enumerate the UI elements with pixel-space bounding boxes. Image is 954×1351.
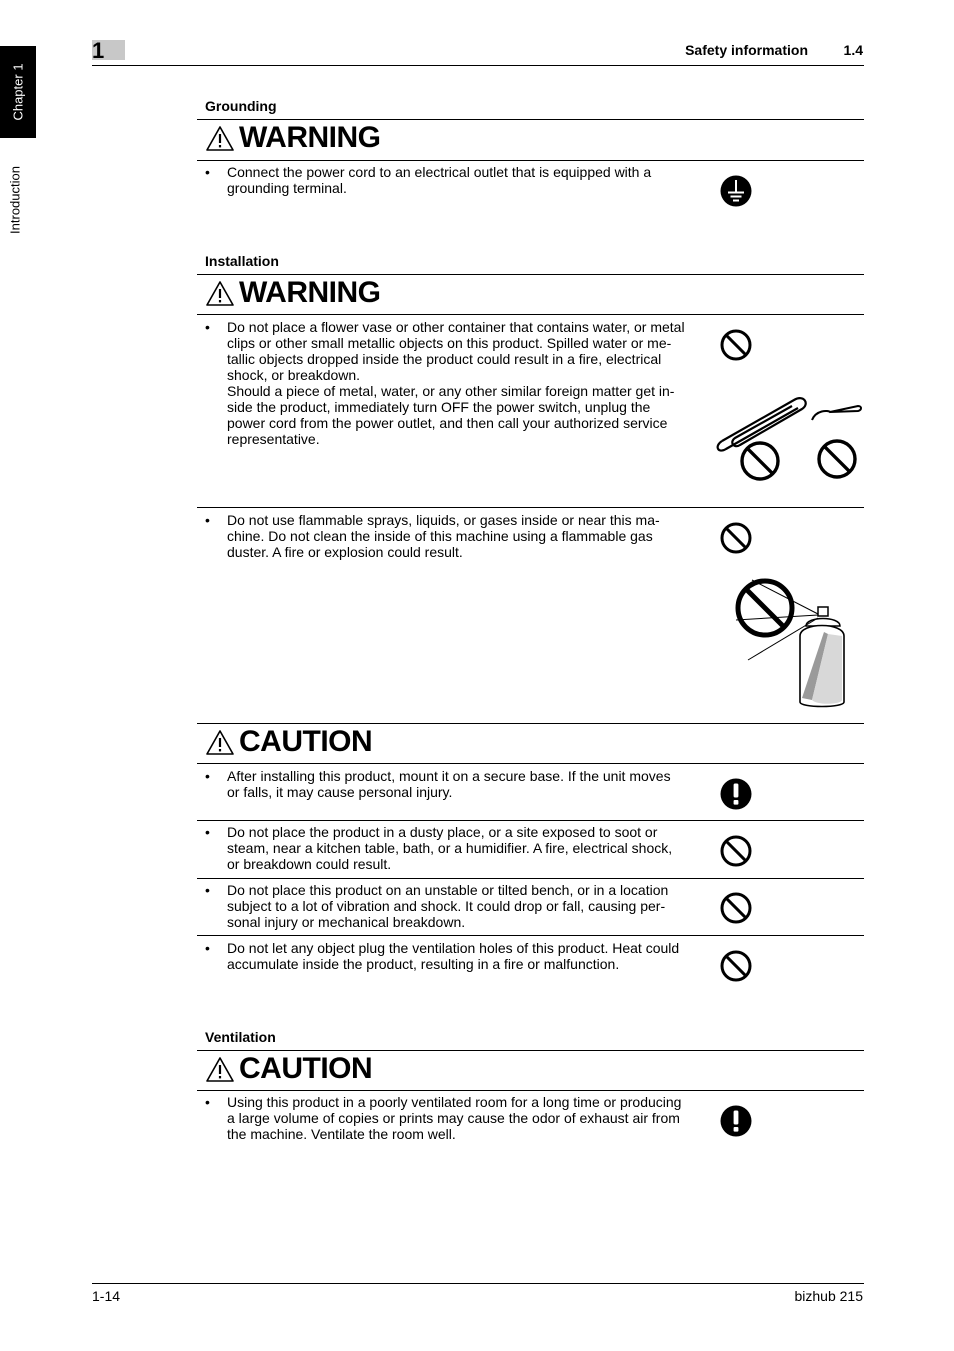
warning-triangle-icon <box>205 125 235 152</box>
list-item <box>205 768 695 800</box>
chapter-tab-label: Chapter 1 <box>10 63 26 121</box>
bullet: • <box>205 512 210 528</box>
item-text: Do not place the product in a dusty place, or a site exposed to soot or steam, near a kitchen table, bath, or a humidifier. A fire, electrical shock, or breakdown could result. <box>227 824 673 872</box>
header-rule <box>92 65 864 66</box>
divider <box>197 723 864 724</box>
divider <box>197 1090 864 1091</box>
bullet: • <box>205 768 210 784</box>
list-item <box>205 164 695 196</box>
ground-icon <box>719 174 753 208</box>
signal-word: WARNING <box>239 121 381 154</box>
list-item <box>205 319 695 447</box>
list-item <box>205 1094 695 1142</box>
item-text: Connect the power cord to an electrical outlet that is equipped with a grounding terminal. <box>227 164 652 196</box>
section-side-label <box>0 150 30 250</box>
item-text: Do not place this product on an unstable or tilted bench, or in a location subject to a lot of vibration and shock. It could drop or fall, causing per- sonal injury or mechanical breakdown. <box>227 882 669 930</box>
item-text: After installing this product, mount it on a secure base. If the unit moves or falls, it may cause personal injury. <box>227 768 671 800</box>
paper-clip-prohibited-illustration <box>712 388 864 488</box>
list-item <box>205 512 695 560</box>
bullet: • <box>205 882 210 898</box>
chapter-tab <box>0 46 36 138</box>
item-text: Do not let any object plug the ventilation holes of this product. Heat could accumulate inside the product, resulting in a fire or malfunction. <box>227 940 680 972</box>
divider <box>197 820 864 821</box>
section-heading-grounding: Grounding <box>205 98 277 114</box>
prohibited-icon <box>719 891 753 925</box>
divider <box>197 935 864 936</box>
item-text: Do not use flammable sprays, liquids, or gases inside or near this ma- chine. Do not clean the inside of this machine using a flammable gas duster. A fire or explosion could result. <box>227 512 660 560</box>
spray-can-prohibited-illustration <box>728 570 853 715</box>
divider <box>197 763 864 764</box>
bullet: • <box>205 824 210 840</box>
prohibited-icon <box>719 949 753 983</box>
divider <box>197 1050 864 1051</box>
mandatory-action-icon <box>719 1104 753 1138</box>
list-item <box>205 940 695 972</box>
prohibited-icon <box>719 328 753 362</box>
header-section-number: 1.4 <box>843 42 863 58</box>
section-side-label-text: Introduction <box>7 166 23 234</box>
prohibited-icon <box>719 834 753 868</box>
page-number: 1-14 <box>92 1288 121 1304</box>
list-item <box>205 824 695 872</box>
caution-banner <box>205 1052 372 1086</box>
divider <box>197 507 864 508</box>
signal-word: CAUTION <box>239 725 373 758</box>
caution-banner <box>205 725 372 759</box>
bullet: • <box>205 319 210 335</box>
prohibited-icon <box>719 521 753 555</box>
section-heading-installation: Installation <box>205 253 279 269</box>
signal-word: CAUTION <box>239 1052 373 1085</box>
mandatory-action-icon <box>719 777 753 811</box>
warning-triangle-icon <box>205 280 235 307</box>
list-item <box>205 882 695 930</box>
header-title: Safety information <box>685 42 808 58</box>
item-text: Using this product in a poorly ventilated room for a long time or producing a large volume of copies or prints may cause the odor of exhaust air from the machine. Ventilate the room well. <box>227 1094 682 1142</box>
divider <box>197 160 864 161</box>
warning-triangle-icon <box>205 1056 235 1083</box>
footer-rule <box>92 1283 864 1284</box>
divider <box>197 878 864 879</box>
chapter-number: 1 <box>92 38 105 63</box>
warning-banner <box>205 276 381 310</box>
divider <box>197 274 864 275</box>
bullet: • <box>205 940 210 956</box>
item-text: Do not place a flower vase or other container that contains water, or metal clips or other small metallic objects on this product. Spilled water or me- tallic objects dropped inside the product could result in a fire, electrical shock, or breakdown. Should a piece of metal, water, or any other similar foreign matter get in- side the product, immediately turn OFF the power switch, unplug the power cord from the power outlet, and then call your authorized service representative. <box>227 319 685 447</box>
signal-word: WARNING <box>239 276 381 309</box>
warning-banner <box>205 121 381 155</box>
divider <box>197 119 864 120</box>
bullet: • <box>205 164 210 180</box>
warning-triangle-icon <box>205 729 235 756</box>
bullet: • <box>205 1094 210 1110</box>
divider <box>197 314 864 315</box>
section-heading-ventilation: Ventilation <box>205 1029 276 1045</box>
product-name: bizhub 215 <box>794 1288 863 1304</box>
